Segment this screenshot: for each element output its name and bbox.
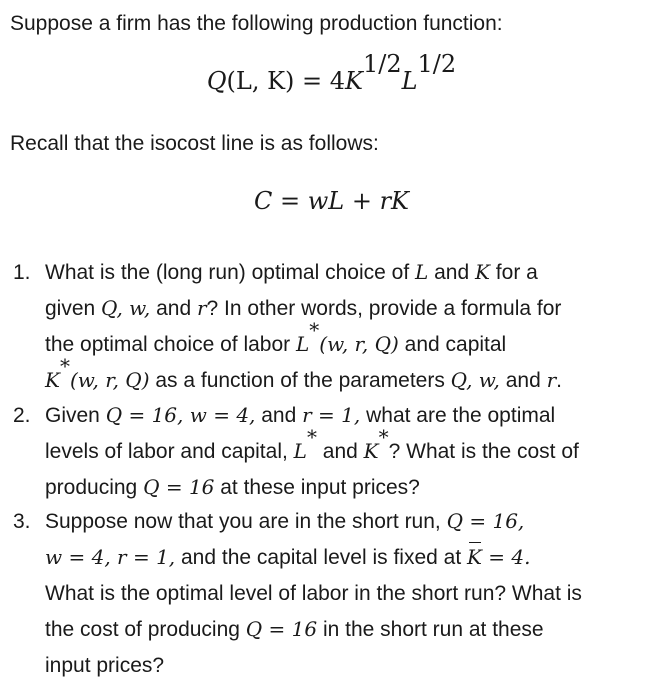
- q1-text: given: [45, 297, 102, 320]
- q1-text: and: [499, 369, 547, 392]
- q1-text: and: [150, 297, 197, 320]
- q2-math-r: r = 1,: [302, 403, 361, 427]
- eq-l: L: [401, 66, 418, 95]
- q1-line-4: [45, 354, 563, 398]
- q2-text: Given: [45, 404, 106, 427]
- q1-star: *: [59, 354, 70, 378]
- q1-line-1: [45, 255, 538, 290]
- q3-math-q: Q = 16: [245, 617, 318, 641]
- q3-text: and the capital level is fixed at: [175, 546, 467, 569]
- q1-math-args: (w, r, Q): [69, 368, 150, 392]
- q3-math-kbar: K: [467, 540, 482, 575]
- q2-star: *: [306, 425, 317, 449]
- eq-equals: =: [294, 66, 330, 95]
- q3-text: the cost of producing: [45, 618, 246, 641]
- q3-line-2: [45, 540, 531, 575]
- q1-math-args: (w, r, Q): [319, 332, 399, 356]
- q2-text: what are the optimal: [360, 404, 556, 427]
- q3-text: in the short run at these: [317, 618, 544, 641]
- q1-math-params: Q, w,: [450, 368, 500, 392]
- q3-text: input prices?: [45, 654, 165, 677]
- q1-text: .: [556, 369, 563, 392]
- q1-star: *: [309, 318, 320, 342]
- q3-text: Suppose now that you are in the short run,: [45, 510, 447, 533]
- isocost-intro-sentence: Recall that the isocost line is as follows:: [10, 132, 379, 155]
- q1-line-2: [45, 291, 561, 326]
- eq-args: (L, K): [226, 66, 295, 95]
- q2-math-k: K: [363, 439, 379, 463]
- q1-text: and: [428, 261, 476, 284]
- intro-text: [10, 10, 503, 38]
- q3-text: What is the optimal level of labor in the short run? What is: [45, 582, 582, 605]
- q2-line-1: [45, 398, 555, 433]
- question-2-number: 2.: [13, 404, 31, 427]
- q2-text: and: [316, 440, 364, 463]
- q1-text: and capital: [398, 333, 507, 356]
- eq-coef: 4: [329, 66, 346, 95]
- q2-text: levels of labor and capital,: [45, 440, 294, 463]
- q1-math-r: r: [546, 368, 557, 392]
- isocost-formula: C = wL + rK: [254, 187, 409, 215]
- q2-line-3: [45, 470, 420, 505]
- q2-math-q: Q = 16: [143, 475, 215, 499]
- q1-math-r: r: [196, 296, 207, 320]
- q2-math-l: L: [293, 439, 307, 463]
- q1-math-k: K: [475, 260, 490, 284]
- q2-star: *: [378, 425, 389, 449]
- q1-text: for a: [489, 261, 538, 284]
- q2-text: and: [255, 404, 303, 427]
- q3-line-5: [45, 648, 164, 683]
- q1-text: as a function of the parameters: [149, 369, 451, 392]
- q3-line-4: [45, 612, 544, 647]
- question-1-number: 1.: [13, 261, 31, 284]
- q1-text: ? In other words, provide a formula for: [206, 297, 562, 320]
- eq-q: Q: [206, 66, 227, 95]
- q2-line-2: [45, 425, 579, 469]
- q1-math-l: L: [415, 260, 429, 284]
- q2-text: ? What is the cost of: [388, 440, 579, 463]
- q2-math-values: Q = 16, w = 4,: [105, 403, 256, 427]
- q3-math-kbar-value: = 4.: [481, 545, 531, 569]
- q3-line-3: [45, 576, 582, 611]
- intro-sentence: Suppose a firm has the following production function:: [10, 12, 503, 35]
- q1-text: What is the (long run) optimal choice of: [45, 261, 416, 284]
- isocost-equation: [0, 186, 663, 216]
- q2-text: at these input prices?: [214, 476, 420, 499]
- q1-line-3: [45, 318, 507, 362]
- eq-k-exponent: 1/2: [362, 50, 402, 78]
- production-function-equation: [0, 50, 663, 96]
- question-3-number: 3.: [13, 510, 31, 533]
- eq-k: K: [345, 66, 363, 95]
- q3-math-values: w = 4, r = 1,: [45, 545, 176, 569]
- q3-math-q: Q = 16,: [446, 509, 525, 533]
- q1-math-params: Q, w,: [101, 296, 151, 320]
- q1-text: the optimal choice of labor: [45, 333, 296, 356]
- isocost-intro-text: [10, 130, 379, 158]
- q1-math-lstar: L: [295, 332, 310, 356]
- eq-l-exponent: 1/2: [417, 50, 457, 78]
- q3-line-1: [45, 504, 524, 539]
- q2-text: producing: [45, 476, 144, 499]
- q1-math-kstar: K: [45, 368, 60, 392]
